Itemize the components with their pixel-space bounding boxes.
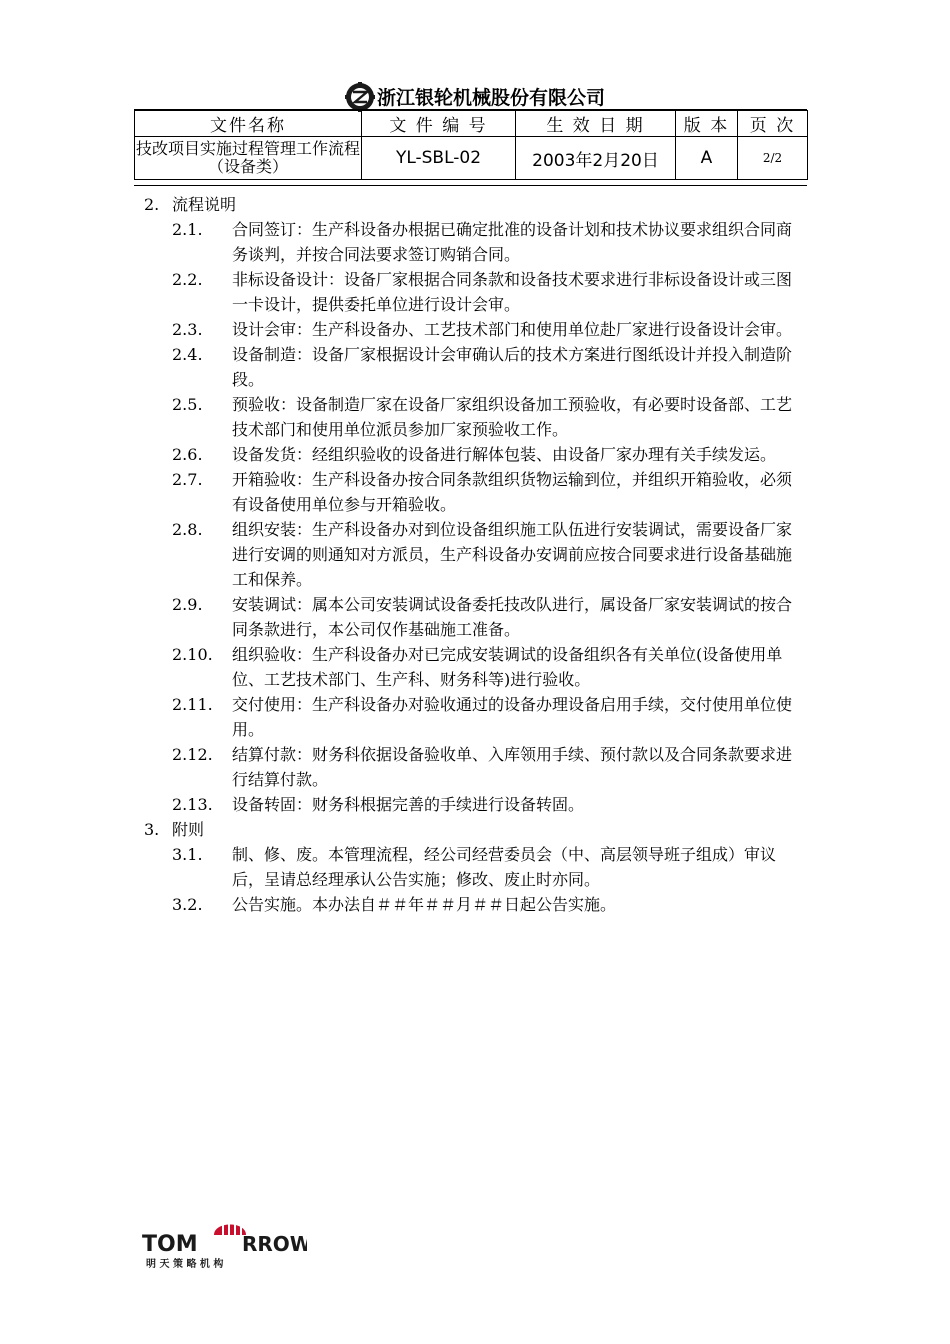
section-title: 附则 [172,820,205,839]
item-number: 2.10. [172,645,213,664]
item-number: 3.1. [172,845,203,864]
document-info-table [134,110,808,180]
item-text: 公告实施。本办法自＃＃年＃＃月＃＃日起公告实施。 [232,895,617,914]
page-value: 2/2 [738,137,808,180]
item-number: 2.11. [172,695,213,714]
footer-brand-logo [142,1213,307,1277]
item-number: 2.12. [172,745,213,764]
table-bottom-rule [134,185,807,186]
header-effective-date: 生 效 日 期 [516,111,676,137]
list-item [0,892,950,917]
list-item [0,217,950,267]
header-page: 页 次 [738,111,808,137]
section-title: 流程说明 [172,195,237,214]
header-file-number: 文 件 编 号 [362,111,516,137]
list-item [0,467,950,517]
version-value: A [676,137,738,180]
list-item [0,742,950,792]
header-version: 版 本 [676,111,738,137]
list-item [0,792,950,817]
list-item [0,592,950,642]
item-text: 组织安装：生产科设备办对到位设备组织施工队伍进行安装调试，需要设备厂家进行安调的则通知对方派员，生产科设备办安调前应按合同要求进行设备基础施工和保养。 [232,520,793,589]
section-number: 2. [144,195,160,214]
list-item [0,392,950,442]
item-text: 交付使用：生产科设备办对验收通过的设备办理设备启用手续，交付使用单位使用。 [232,695,793,739]
brand-right-text: RROW [242,1232,307,1256]
item-number: 2.13. [172,795,213,814]
section-number: 3. [144,820,160,839]
item-number: 2.9. [172,595,203,614]
list-item [0,442,950,467]
item-text: 设备制造：设备厂家根据设计会审确认后的技术方案进行图纸设计并投入制造阶段。 [232,345,793,389]
item-text: 制、修、废。本管理流程，经公司经营委员会（中、高层领导班子组成）审议后，呈请总经理承认公告实施；修改、废止时亦同。 [232,845,777,889]
item-number: 2.7. [172,470,203,489]
item-number: 2.5. [172,395,203,414]
brand-left-text: TOM [142,1232,198,1257]
item-number: 2.4. [172,345,203,364]
section-heading [0,817,950,842]
list-item [0,692,950,742]
item-text: 非标设备设计：设备厂家根据合同条款和设备技术要求进行非标设备设计或三图一卡设计，提供委托单位进行设计会审。 [232,270,793,314]
item-text: 安装调试：属本公司安装调试设备委托技改队进行，属设备厂家安装调试的按合同条款进行，本公司仅作基础施工准备。 [232,595,793,639]
effective-date-value: 2003年2月20日 [516,137,676,180]
item-number: 2.3. [172,320,203,339]
list-item [0,317,950,342]
item-text: 开箱验收：生产科设备办按合同条款组织货物运输到位，并组织开箱验收，必须有设备使用单位参与开箱验收。 [232,470,793,514]
item-text: 设计会审：生产科设备办、工艺技术部门和使用单位赴厂家进行设备设计会审。 [232,320,793,339]
list-item [0,267,950,317]
item-number: 3.2. [172,895,203,914]
item-text: 合同签订：生产科设备办根据已确定批准的设备计划和技术协议要求组织合同商务谈判，并按合同法要求签订购销合同。 [232,220,793,264]
item-number: 2.6. [172,445,203,464]
item-number: 2.8. [172,520,203,539]
list-item [0,842,950,892]
item-text: 组织验收：生产科设备办对已完成安装调试的设备组织各有关单位(设备使用单位、工艺技术部门、生产科、财务科等)进行验收。 [232,645,783,689]
item-number: 2.2. [172,270,203,289]
item-text: 预验收：设备制造厂家在设备厂家组织设备加工预验收，有必要时设备部、工艺技术部门和使用单位派员参加厂家预验收工作。 [232,395,793,439]
item-number: 2.1. [172,220,203,239]
item-text: 设备转固：财务科根据完善的手续进行设备转固。 [232,795,585,814]
list-item [0,517,950,592]
list-item [0,642,950,692]
header-file-name: 文件名称 [135,111,362,137]
file-name-value: 技改项目实施过程管理工作流程（设备类） [135,137,362,180]
list-item [0,342,950,392]
item-text: 设备发货：经组织验收的设备进行解体包装、由设备厂家办理有关手续发运。 [232,445,777,464]
brand-chinese-text: 明 天 策 略 机 构 [146,1259,224,1270]
file-number-value: YL-SBL-02 [362,137,516,180]
section-heading [0,192,950,217]
company-name: 浙江银轮机械股份有限公司 [376,87,605,109]
document-body [0,192,950,917]
item-text: 结算付款：财务科依据设备验收单、入库领用手续、预付款以及合同条款要求进行结算付款。 [232,745,793,789]
